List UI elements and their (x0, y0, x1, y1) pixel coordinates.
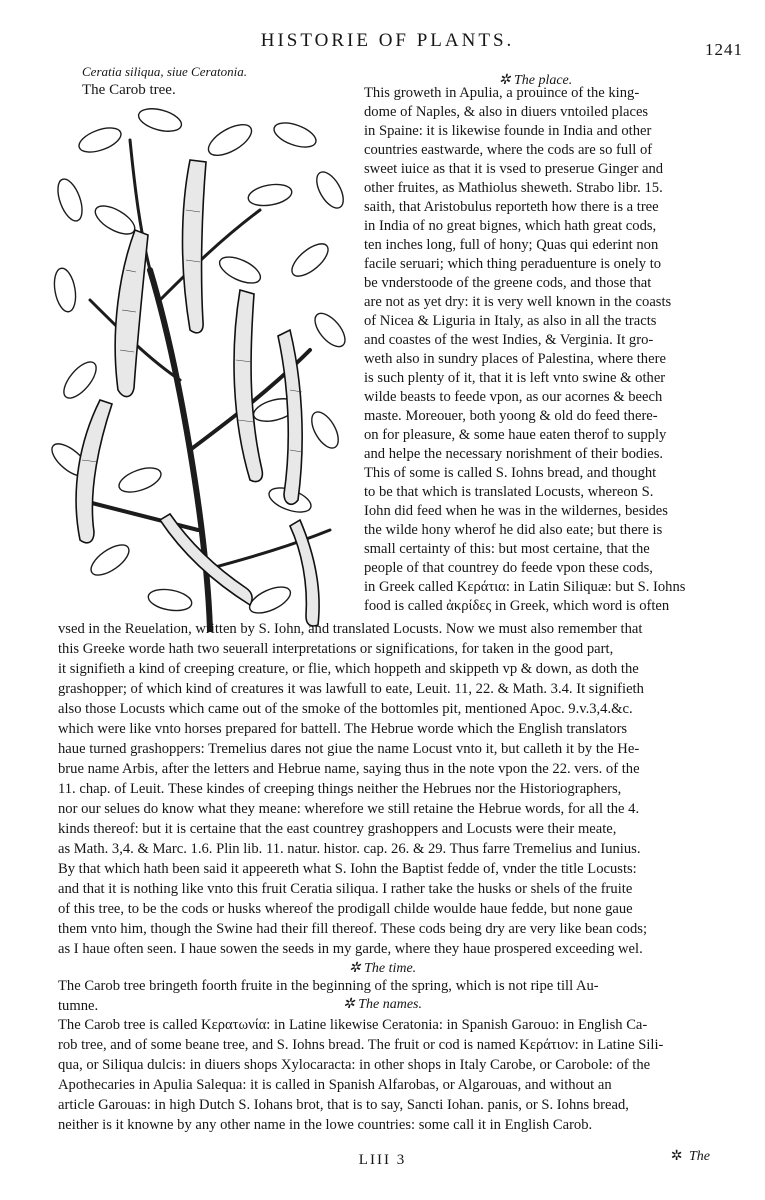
text-line: By that which hath been said it appeereth what S. Iohn the Baptist fedde of, vnder the title Locusts: (58, 861, 637, 877)
text-line: qua, or Siliqua dulcis: in diuers shops Xylocaracta: in other shops in Italy Carobe, or Carobole: of the (58, 1057, 651, 1073)
text-line: other fruites, as Mathiolus sheweth. Strabo libr. 15. (364, 180, 663, 196)
text-line: countries eastwarde, where the cods are so full of (364, 142, 653, 158)
text-line: haue turned grashoppers: Tremelius dares not giue the name Locust vnto it, but calleth it by the He- (58, 741, 640, 757)
text-line: as Math. 3,4. & Marc. 1.6. Plin lib. 11. natur. histor. cap. 26. & 29. Thus farre Tremelius and Iunius. (58, 841, 641, 857)
section-mark-icon: ✲ (498, 73, 511, 88)
section-heading-time-label: The time. (364, 961, 417, 976)
text-line: in India of no great bignes, which hath great cods, (364, 218, 657, 234)
text-line: of Nicea & Liguria in Italy, as also in all the tracts (364, 313, 657, 329)
text-line: maste. Moreouer, both yoong & old do feed there- (364, 408, 658, 424)
text-line: is such plenty of it, that it is left vnto swine & other (364, 370, 666, 386)
section-mark-icon: ✲ (342, 997, 355, 1012)
catchword-mark-icon: ✲ (670, 1149, 683, 1164)
figure-caption-english: The Carob tree. (82, 82, 176, 98)
text-line: to be that which is translated Locusts, whereon S. (364, 484, 654, 500)
text-line: brue name Arbis, after the letters and Hebrue name, saying thus in the note vpon the 22. vers. of the (58, 761, 640, 777)
text-line: it signifieth a kind of creeping creature, or flie, which hoppeth and skippeth vp & down, as doth the (58, 661, 639, 677)
signature-mark: LIII 3 (358, 1152, 407, 1168)
text-line: saith, that Aristobulus reporteth how there is a tree (364, 199, 659, 215)
text-line: and helpe the necessary norishment of their bodies. (364, 446, 664, 462)
text-line: article Garouas: in high Dutch S. Iohans brot, that is to say, Sancti Iohan. panis, or S. Iohns bread, (58, 1097, 629, 1113)
text-line: grashopper; of which kind of creatures it was lawfull to eate, Leuit. 11, 22. & Math. 3.4. It signifieth (58, 681, 644, 697)
text-line: this Greeke worde hath two seuerall interpretations or significations, for taken in the good part, (58, 641, 614, 657)
text-line: Iohn did feed when he was in the wildernes, besides (364, 503, 668, 519)
catchword (671, 1148, 710, 1165)
text-line: be vnderstoode of the greene cods, and those that (364, 275, 652, 291)
running-head (0, 30, 765, 52)
text-line: wilde beasts to feede vpon, as our acornes & beech (364, 389, 663, 405)
page-number: 1241 (705, 40, 743, 59)
text-line: This groweth in Apulia, a prouince of the king- (364, 85, 640, 101)
text-line: facile seruari; which thing peraduenture is onely to (364, 256, 662, 272)
section-heading-names-label: The names. (358, 997, 422, 1012)
text-line: people of that countrey do feede vpon these cods, (364, 560, 653, 576)
text-line: also those Locusts which came out of the smoke of the bottomles pit, mentioned Apoc. 9.v.3,4.&c. (58, 701, 633, 717)
text-line: ten inches long, full of hony; Quas qui ederint non (364, 237, 659, 253)
text-line: small certainty of this: but most certaine, that the (364, 541, 650, 557)
text-line: in Spaine: it is likewise founde in India and other (364, 123, 652, 139)
section-heading-place-label: The place. (513, 73, 573, 88)
text-line: of this tree, to be the cods or husks whereof the prodigall childe woulde haue fedde, but none gaue (58, 901, 633, 917)
text-line: as I haue often seen. I haue sowen the seeds in my garde, where they haue prospered exceeding wel. (58, 941, 643, 957)
text-line: are not as yet dry: it is very well known in the coasts (364, 294, 672, 310)
text-line: The Carob tree is called Κερατωνία: in Latine likewise Ceratonia: in Spanish Garouo: in English Ca- (58, 1017, 648, 1033)
text-line: on for pleasure, & some haue eaten therof to supply (364, 427, 667, 443)
text-line: The Carob tree bringeth foorth fruite in the beginning of the spring, which is not ripe till Au- (58, 978, 599, 994)
catchword-text: The (689, 1149, 710, 1164)
text-line: Apothecaries in Apulia Salequa: it is called in Spanish Alfarobas, or Algarouas, and without an (58, 1077, 612, 1093)
section-heading-names (0, 996, 765, 1013)
text-line: neither is it knowne by any other name in the lowe countries: some call it in English Carob. (58, 1117, 593, 1133)
text-line: in Greek called Κεράτια: in Latin Siliquæ: but S. Iohns (364, 579, 686, 595)
carob-tree-illustration (40, 100, 352, 632)
text-line: nor our selues do know what they meane: wherefore we still retaine the Hebrue words, for all the 4. (58, 801, 640, 817)
text-line: kinds thereof: but it is certaine that the east countrey grashoppers and Locusts were their meate, (58, 821, 617, 837)
text-line: and coastes of the west Indies, & Verginia. It gro- (364, 332, 654, 348)
text-line: vsed in the Reuelation, written by S. Iohn, and translated Locusts. Now we must also remember that (58, 621, 643, 637)
figure-caption-latin: Ceratia siliqua, siue Ceratonia. (82, 64, 248, 79)
text-line: the wilde hony wherof he did also eate; but there is (364, 522, 663, 538)
text-line: dome of Naples, & also in diuers vntoiled places (364, 104, 649, 120)
text-line: sweet iuice as that it is vsed to preserue Ginger and (364, 161, 664, 177)
text-line: rob tree, and of some beane tree, and S. Iohns bread. The fruit or cod is named Κεράτιον: in Latine Sili- (58, 1037, 664, 1053)
text-line: and that it is nothing like vnto this fruit Ceratia siliqua. I rather take the husks or shels of the fruite (58, 881, 633, 897)
running-head-title: HISTORIE OF PLANTS. (260, 30, 515, 51)
text-line: This of some is called S. Iohns bread, and thought (364, 465, 657, 481)
text-line: weth also in sundry places of Palestina, where there (364, 351, 666, 367)
section-heading-time (0, 960, 765, 977)
text-line: tumne. (58, 998, 99, 1014)
text-line: them vnto him, though the Swine had their fill thereof. These cods being dry are very like bean cods; (58, 921, 648, 937)
section-mark-icon: ✲ (348, 961, 361, 976)
text-line: which were like vnto horses prepared for battell. The Hebrue worde which the English translators (58, 721, 628, 737)
text-line: 11. chap. of Leuit. These kindes of creeping things neither the Hebrues nor the Historiographers, (58, 781, 622, 797)
text-line: food is called ἀκρίδες in Greek, which word is often (364, 598, 670, 614)
